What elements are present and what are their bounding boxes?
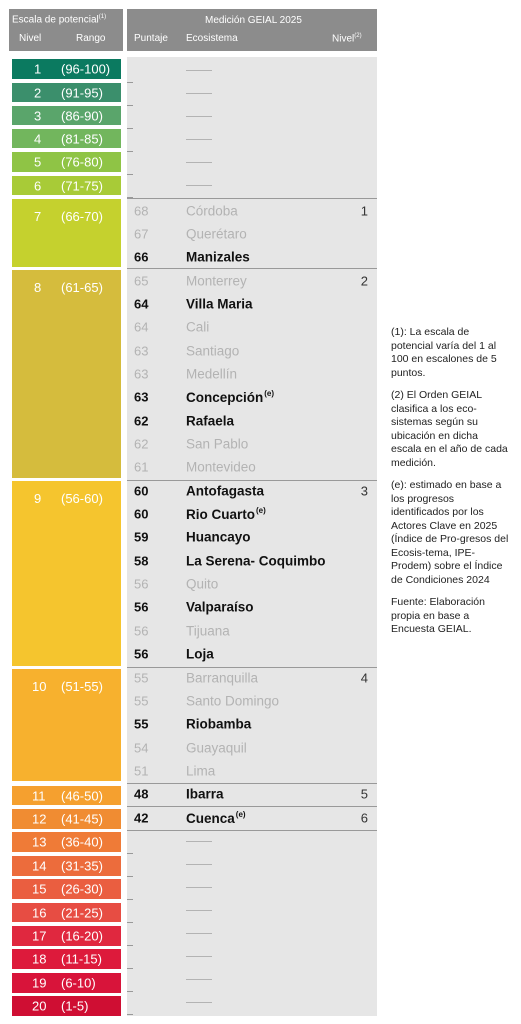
empty-slot-dash bbox=[186, 139, 212, 140]
ecosystem-score: 63 bbox=[134, 366, 149, 382]
empty-slot-dash bbox=[186, 93, 212, 94]
ecosystem-name-text: Quito bbox=[186, 576, 219, 592]
scale-level-number: 5 bbox=[34, 154, 42, 170]
ecosystem-score: 42 bbox=[134, 810, 149, 826]
ecosystem-name-text: Huancayo bbox=[186, 529, 251, 545]
ecosystem-name bbox=[186, 623, 230, 638]
level-tick bbox=[127, 945, 133, 946]
scale-level-number: 19 bbox=[32, 975, 47, 991]
scale-level-number: 6 bbox=[34, 178, 42, 193]
scale-level-number: 12 bbox=[32, 811, 47, 827]
geial-level: 1 bbox=[360, 203, 368, 218]
scale-header bbox=[9, 9, 123, 51]
empty-slot-dash bbox=[186, 70, 212, 71]
scale-level-number: 2 bbox=[34, 85, 42, 100]
empty-slot-dash bbox=[186, 864, 212, 865]
col-puntaje: Puntaje bbox=[134, 33, 168, 44]
scale-level-number: 18 bbox=[32, 951, 47, 967]
ecosystem-name-text: Cuenca bbox=[186, 810, 235, 826]
scale-title-text: Escala de potencial bbox=[12, 14, 99, 26]
ecosystem-row bbox=[127, 479, 377, 502]
level-tick bbox=[127, 876, 133, 877]
ecosystem-name-text: Rafaela bbox=[186, 413, 235, 429]
ecosystem-name-text: Barranquilla bbox=[186, 670, 259, 685]
geial-level: 5 bbox=[360, 786, 368, 802]
empty-slot-dash bbox=[186, 162, 212, 163]
scale-level-17 bbox=[12, 926, 121, 946]
scale-level-15 bbox=[12, 879, 121, 899]
ecosystem-row bbox=[127, 503, 377, 526]
scale-level-range: (91-95) bbox=[61, 85, 103, 100]
note-2: (2) El Orden GEIAL clasifica a los eco-sistemas según su ubicación en dicha escala en el año de cada medición. bbox=[391, 389, 508, 469]
scale-level-range: (26-30) bbox=[61, 881, 103, 897]
empty-slot-dash bbox=[186, 979, 212, 980]
ecosystem-score: 62 bbox=[134, 436, 149, 452]
ecosystem-name-text: Medellín bbox=[186, 366, 238, 382]
ecosystem-row bbox=[127, 269, 377, 292]
ecosystem-score: 59 bbox=[134, 529, 149, 545]
ecosystem-row bbox=[127, 759, 377, 782]
ecosystem-score: 60 bbox=[134, 506, 149, 522]
empty-slot-dash bbox=[186, 910, 212, 911]
ecosystem-name bbox=[186, 763, 215, 778]
scale-col-rango: Rango bbox=[76, 33, 106, 44]
level-tick bbox=[127, 899, 133, 900]
ecosystem-name bbox=[186, 460, 256, 475]
ecosystem-name bbox=[186, 647, 214, 662]
ecosystem-row bbox=[127, 292, 377, 315]
ecosystem-name-text: Guayaquil bbox=[186, 740, 247, 756]
ecosystem-name bbox=[186, 810, 246, 826]
ecosystem-name bbox=[186, 366, 237, 381]
scale-level-6 bbox=[12, 176, 121, 195]
ecosystem-row bbox=[127, 713, 377, 736]
ecosystem-name bbox=[186, 717, 251, 732]
scale-level-number: 1 bbox=[34, 61, 42, 77]
geial-level: 6 bbox=[360, 810, 368, 826]
scale-level-14 bbox=[12, 856, 121, 876]
level-tick bbox=[127, 174, 133, 175]
scale-level-12 bbox=[12, 809, 121, 829]
ecosystem-name-text: Rio Cuarto bbox=[186, 507, 255, 523]
estimate-marker: (e) bbox=[235, 809, 246, 819]
scale-level-number: 4 bbox=[34, 131, 42, 146]
ecosystem-row bbox=[127, 549, 377, 572]
scale-level-range: (31-35) bbox=[61, 858, 103, 874]
scale-level-number: 3 bbox=[34, 108, 42, 123]
scale-level-number: 14 bbox=[32, 858, 47, 874]
scale-level-range: (41-45) bbox=[61, 811, 103, 827]
ecosystem-name bbox=[186, 343, 239, 358]
ecosystem-name bbox=[186, 320, 209, 335]
ecosystem-name bbox=[186, 226, 247, 241]
ecosystem-name bbox=[186, 600, 254, 615]
ecosystem-row bbox=[127, 456, 377, 479]
ecosystem-score: 56 bbox=[134, 576, 149, 592]
scale-title bbox=[12, 14, 106, 25]
ecosystem-name-text: Querétaro bbox=[186, 226, 247, 242]
scale-level-3 bbox=[12, 106, 121, 125]
ecosystem-score: 68 bbox=[134, 203, 149, 218]
ecosystem-name-text: Concepción bbox=[186, 390, 264, 406]
ecosystem-score: 62 bbox=[134, 413, 149, 429]
ecosystem-score: 61 bbox=[134, 459, 149, 475]
scale-level-1 bbox=[12, 59, 121, 79]
ecosystem-name-text: Loja bbox=[186, 646, 214, 662]
ecosystem-name-text: Ibarra bbox=[186, 786, 224, 802]
scale-title-sup: (1) bbox=[98, 14, 107, 20]
level-tick bbox=[127, 151, 133, 152]
scale-level-5 bbox=[12, 152, 121, 172]
scale-level-range: (61-65) bbox=[61, 280, 103, 295]
ecosystem-name bbox=[186, 693, 279, 708]
scale-level-number: 13 bbox=[32, 834, 47, 850]
level-tick bbox=[127, 991, 133, 992]
ecosystem-name-text: Valparaíso bbox=[186, 599, 254, 615]
ecosystem-name-text: Córdoba bbox=[186, 203, 238, 218]
scale-level-range: (51-55) bbox=[61, 679, 103, 694]
ecosystem-name bbox=[186, 483, 264, 498]
ecosystem-row bbox=[127, 339, 377, 362]
ecosystem-name-text: San Pablo bbox=[186, 436, 249, 452]
measurement-header bbox=[127, 9, 377, 51]
footnotes bbox=[391, 326, 509, 637]
ecosystem-name bbox=[186, 273, 247, 288]
ecosystem-row bbox=[127, 666, 377, 689]
ecosystem-row bbox=[127, 433, 377, 456]
ecosystem-name-text: Montevideo bbox=[186, 459, 256, 475]
ecosystem-score: 63 bbox=[134, 389, 149, 405]
ecosystem-score: 55 bbox=[134, 670, 149, 685]
scale-level-number: 8 bbox=[34, 280, 42, 295]
ecosystem-name bbox=[186, 670, 258, 685]
ecosystem-name bbox=[186, 437, 248, 452]
level-tick bbox=[127, 1014, 133, 1015]
estimate-marker: (e) bbox=[264, 389, 275, 399]
level-tick bbox=[127, 105, 133, 106]
scale-level-range: (86-90) bbox=[61, 108, 103, 123]
scale-level-range: (71-75) bbox=[61, 178, 103, 193]
ecosystem-name-text: Tijuana bbox=[186, 623, 230, 639]
ecosystem-score: 56 bbox=[134, 599, 149, 615]
ecosystem-name-text: Manizales bbox=[186, 249, 250, 265]
empty-slot-dash bbox=[186, 116, 212, 117]
scale-level-number: 17 bbox=[32, 928, 47, 944]
scale-level-range: (16-20) bbox=[61, 928, 103, 944]
ecosystem-score: 64 bbox=[134, 296, 149, 312]
scale-level-range: (1-5) bbox=[61, 998, 89, 1014]
level-separator bbox=[127, 830, 377, 831]
ecosystem-name-text: Antofagasta bbox=[186, 483, 265, 499]
ecosystem-score: 51 bbox=[134, 763, 149, 779]
scale-level-number: 20 bbox=[32, 998, 47, 1014]
level-tick bbox=[127, 853, 133, 854]
ecosystem-row bbox=[127, 199, 377, 222]
ecosystem-score: 58 bbox=[134, 553, 149, 569]
ecosystem-name-text: Monterrey bbox=[186, 273, 247, 289]
ecosystem-name bbox=[186, 787, 224, 802]
ecosystem-name bbox=[186, 553, 326, 568]
ecosystem-score: 55 bbox=[134, 693, 149, 709]
empty-slot-dash bbox=[186, 887, 212, 888]
ecosystem-score: 48 bbox=[134, 786, 149, 802]
scale-level-8 bbox=[12, 270, 121, 478]
ecosystem-row bbox=[127, 736, 377, 759]
ecosystem-score: 56 bbox=[134, 646, 149, 662]
scale-level-range: (96-100) bbox=[61, 61, 111, 77]
ecosystem-row bbox=[127, 386, 377, 409]
ecosystem-name-text: Villa Maria bbox=[186, 296, 253, 312]
scale-level-18 bbox=[12, 949, 121, 969]
ecosystem-name-text: Riobamba bbox=[186, 716, 252, 732]
empty-slot-dash bbox=[186, 933, 212, 934]
scale-level-20 bbox=[12, 996, 121, 1016]
ecosystem-score: 65 bbox=[134, 273, 149, 289]
scale-level-number: 7 bbox=[34, 209, 42, 224]
scale-level-11 bbox=[12, 786, 121, 805]
ecosystem-name bbox=[186, 203, 238, 218]
col-nivel-sup: (2) bbox=[354, 33, 362, 39]
ecosystem-name bbox=[186, 250, 250, 265]
col-nivel bbox=[332, 33, 362, 44]
ecosystem-score: 54 bbox=[134, 740, 149, 756]
note-3: (e): estimado en base a los progresos identificados por los Actores Clave en 2025 (Índice de Pro-gresos del Ecosis-tema, IPE-Prodem) sobre el Índice de Condiciones 2024 bbox=[391, 479, 509, 586]
scale-level-4 bbox=[12, 129, 121, 148]
geial-level: 4 bbox=[360, 670, 368, 685]
level-tick bbox=[127, 968, 133, 969]
scale-level-9 bbox=[12, 481, 121, 666]
ecosystem-score: 67 bbox=[134, 226, 149, 242]
ecosystem-row bbox=[127, 596, 377, 619]
ecosystem-row bbox=[127, 362, 377, 385]
scale-col-nivel: Nivel bbox=[19, 33, 42, 44]
scale-level-range: (11-15) bbox=[61, 951, 102, 967]
scale-level-7 bbox=[12, 199, 121, 267]
ecosystem-name-text: La Serena- Coquimbo bbox=[186, 553, 326, 569]
geial-level: 2 bbox=[360, 273, 368, 289]
scale-level-number: 11 bbox=[32, 788, 46, 803]
ecosystem-row bbox=[127, 222, 377, 245]
estimate-marker: (e) bbox=[256, 506, 266, 516]
ecosystem-row bbox=[127, 246, 377, 269]
ecosystem-name-text: Cali bbox=[186, 319, 210, 335]
scale-level-range: (56-60) bbox=[61, 491, 103, 506]
scale-level-range: (76-80) bbox=[61, 154, 103, 170]
ecosystem-row bbox=[127, 619, 377, 642]
ecosystem-name bbox=[186, 389, 274, 405]
scale-level-number: 10 bbox=[32, 679, 47, 694]
ecosystem-score: 56 bbox=[134, 623, 149, 639]
ecosystem-row bbox=[127, 689, 377, 712]
ecosystem-name bbox=[186, 506, 266, 522]
ecosystem-row bbox=[127, 783, 377, 806]
scale-level-range: (66-70) bbox=[61, 209, 103, 224]
scale-level-range: (46-50) bbox=[61, 788, 103, 803]
empty-slot-dash bbox=[186, 841, 212, 842]
scale-level-range: (6-10) bbox=[61, 975, 96, 991]
ecosystem-name bbox=[186, 530, 251, 545]
ecosystem-score: 63 bbox=[134, 343, 149, 359]
ecosystem-row bbox=[127, 316, 377, 339]
note-4: Fuente: Elaboración propia en base a Encuesta GEIAL. bbox=[391, 596, 485, 635]
note-1: (1): La escala de potencial varía del 1 al 100 en escalones de 5 puntos. bbox=[391, 326, 497, 379]
ecosystem-name-text: Santiago bbox=[186, 343, 240, 359]
ecosystem-row bbox=[127, 806, 377, 829]
ecosystem-score: 66 bbox=[134, 249, 149, 265]
ecosystem-row bbox=[127, 643, 377, 666]
scale-level-16 bbox=[12, 903, 121, 922]
ecosystem-name bbox=[186, 740, 247, 755]
ecosystem-score: 60 bbox=[134, 483, 149, 499]
scale-level-number: 16 bbox=[32, 905, 47, 920]
ecosystem-row bbox=[127, 573, 377, 596]
ecosystem-name-text: Santo Domingo bbox=[186, 693, 280, 709]
empty-slot-dash bbox=[186, 1002, 212, 1003]
ecosystem-row bbox=[127, 409, 377, 432]
ecosystem-name bbox=[186, 413, 234, 428]
ecosystem-name bbox=[186, 296, 253, 311]
scale-level-13 bbox=[12, 832, 121, 852]
col-ecosistema: Ecosistema bbox=[186, 33, 238, 44]
scale-level-range: (21-25) bbox=[61, 905, 103, 920]
scale-level-19 bbox=[12, 973, 121, 993]
scale-level-range: (36-40) bbox=[61, 834, 103, 850]
ecosystem-name-text: Lima bbox=[186, 763, 216, 779]
ecosystem-score: 64 bbox=[134, 319, 149, 335]
scale-level-2 bbox=[12, 83, 121, 102]
level-tick bbox=[127, 82, 133, 83]
ecosystem-name bbox=[186, 577, 218, 592]
col-nivel-text: Nivel bbox=[332, 33, 355, 45]
empty-slot-dash bbox=[186, 956, 212, 957]
level-tick bbox=[127, 922, 133, 923]
ecosystem-score: 55 bbox=[134, 716, 149, 732]
measurement-title: Medición GEIAL 2025 bbox=[205, 15, 302, 26]
scale-level-number: 9 bbox=[34, 491, 42, 506]
empty-slot-dash bbox=[186, 185, 212, 186]
level-tick bbox=[127, 128, 133, 129]
geial-level: 3 bbox=[360, 483, 368, 499]
scale-level-10 bbox=[12, 669, 121, 781]
ecosystem-row bbox=[127, 526, 377, 549]
scale-level-range: (81-85) bbox=[61, 131, 103, 146]
scale-level-number: 15 bbox=[32, 881, 47, 897]
